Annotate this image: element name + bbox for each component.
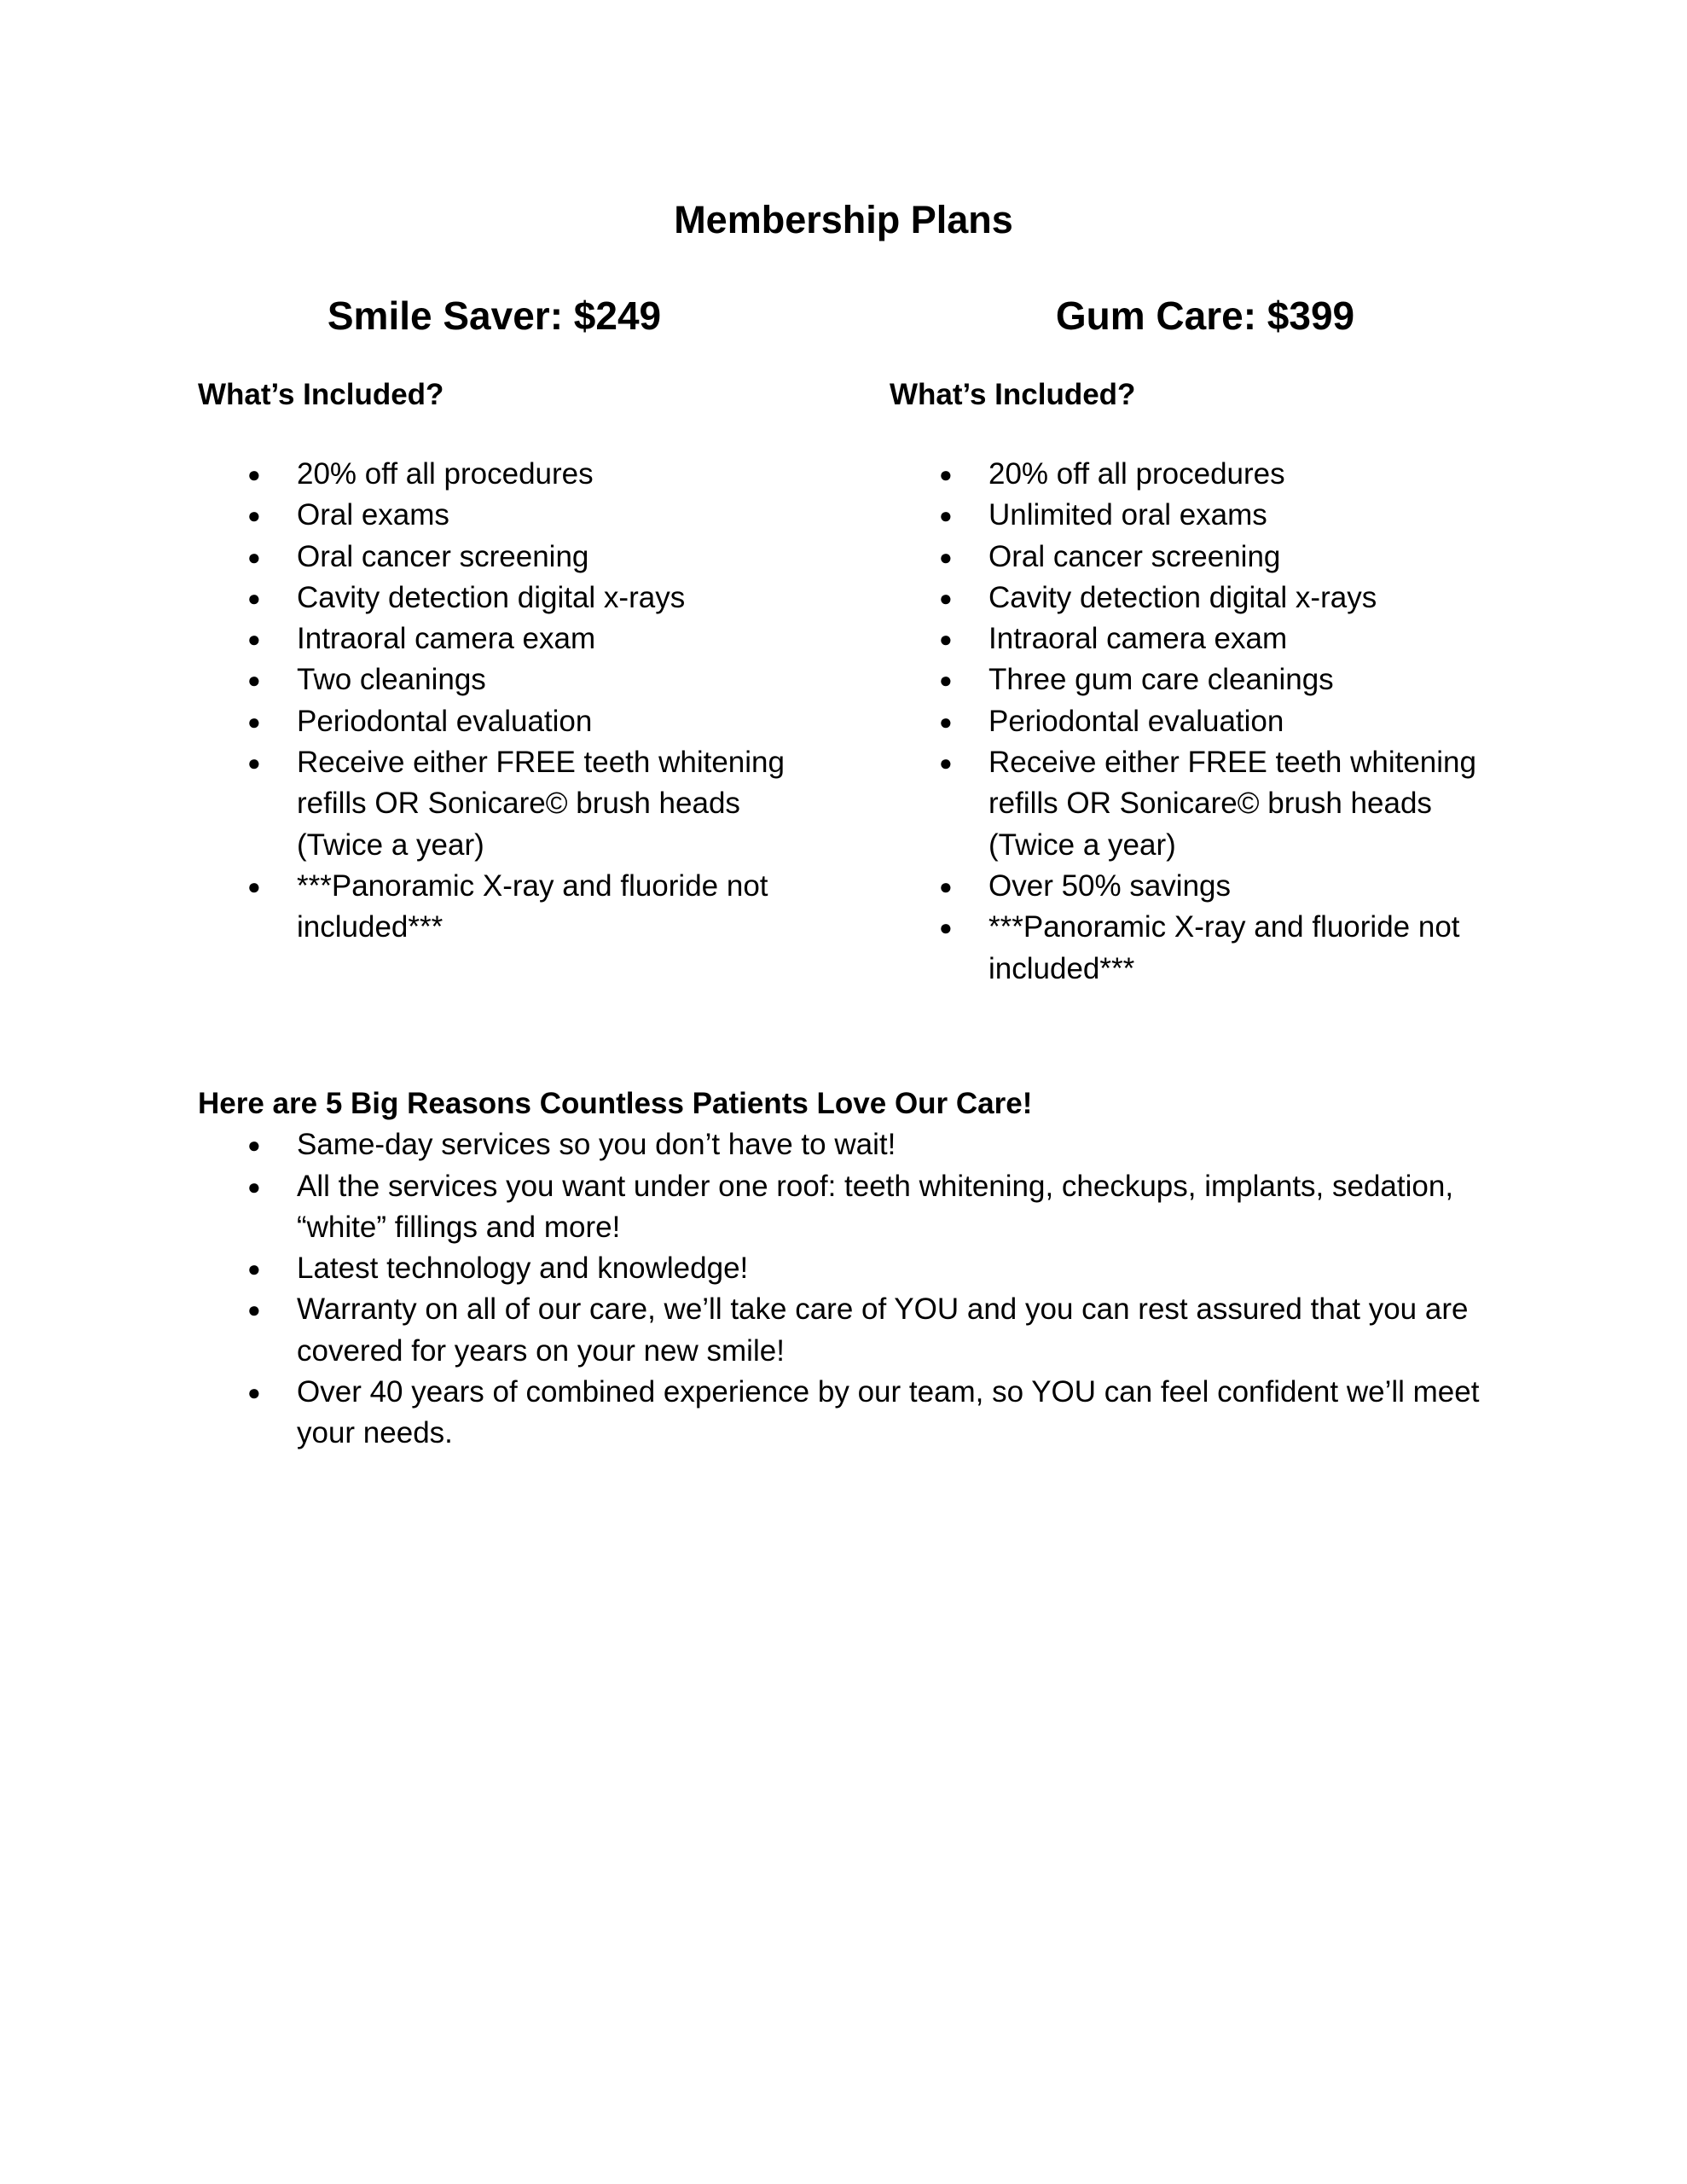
reasons-heading: Here are 5 Big Reasons Countless Patients Love Our Care! xyxy=(198,1087,1033,1120)
reasons-list xyxy=(198,1124,1528,1454)
list-item-text: Oral cancer screening xyxy=(988,539,1281,573)
bullet-icon: ● xyxy=(939,543,953,570)
list-item-text: 20% off all procedures xyxy=(988,457,1285,491)
list-item-text: Cavity detection digital x-rays xyxy=(988,580,1377,614)
list-item xyxy=(198,659,820,700)
bullet-icon: ● xyxy=(939,584,953,611)
bullet-icon: ● xyxy=(247,626,261,653)
list-item xyxy=(198,1289,1528,1372)
list-item xyxy=(198,578,820,619)
list-item-text: 20% off all procedures xyxy=(297,457,594,491)
list-item xyxy=(198,742,820,866)
list-item-text: Receive either FREE teeth whitening refills OR Sonicare© brush heads (Twice a year) xyxy=(297,746,785,862)
bullet-icon: ● xyxy=(247,667,261,694)
list-item xyxy=(198,537,820,578)
bullet-icon: ● xyxy=(939,462,953,487)
list-item xyxy=(890,866,1516,907)
bullet-icon: ● xyxy=(939,502,953,529)
list-item xyxy=(198,701,820,742)
list-item xyxy=(198,619,820,659)
bullet-icon: ● xyxy=(939,667,953,694)
list-item-text: ***Panoramic X-ray and fluoride not included*** xyxy=(988,910,1460,985)
list-item xyxy=(890,454,1516,495)
list-item-text: Over 40 years of combined experience by our team, so YOU can feel confident we’ll meet your needs. xyxy=(297,1375,1480,1450)
list-item xyxy=(890,742,1516,866)
reasons-section xyxy=(198,1083,1528,1455)
list-item xyxy=(198,495,820,536)
bullet-icon: ● xyxy=(939,873,953,899)
bullet-icon: ● xyxy=(939,750,953,776)
plan-feature-list xyxy=(890,454,1516,990)
list-item-text: All the services you want under one roof: teeth whitening, checkups, implants, sedation, “white” fillings and more! xyxy=(297,1169,1454,1244)
list-item-text: Oral cancer screening xyxy=(297,539,589,573)
list-item xyxy=(890,701,1516,742)
list-item xyxy=(198,1124,1528,1165)
plan-title: Smile Saver: $249 xyxy=(327,293,662,338)
bullet-icon: ● xyxy=(247,584,261,611)
list-item xyxy=(198,1166,1528,1249)
list-item xyxy=(890,537,1516,578)
bullet-icon: ● xyxy=(247,1380,261,1406)
bullet-icon: ● xyxy=(247,1173,261,1199)
bullet-icon: ● xyxy=(939,708,953,735)
page-title: Membership Plans xyxy=(674,198,1013,241)
list-item-text: Cavity detection digital x-rays xyxy=(297,580,686,614)
bullet-icon: ● xyxy=(247,750,261,776)
list-item xyxy=(890,659,1516,700)
list-item-text: Oral exams xyxy=(297,498,449,532)
list-item-text: Receive either FREE teeth whitening refills OR Sonicare© brush heads (Twice a year) xyxy=(988,746,1476,862)
list-item-text: Three gum care cleanings xyxy=(988,663,1334,697)
plan-smile-saver xyxy=(198,286,820,949)
list-item-text: Over 50% savings xyxy=(988,868,1232,903)
list-item-text: ***Panoramic X-ray and fluoride not included*** xyxy=(297,868,768,944)
bullet-icon: ● xyxy=(939,915,953,941)
list-item xyxy=(890,907,1516,990)
list-item xyxy=(890,578,1516,619)
list-item xyxy=(890,619,1516,659)
bullet-icon: ● xyxy=(247,1297,261,1323)
list-item-text: Unlimited oral exams xyxy=(988,498,1267,532)
bullet-icon: ● xyxy=(247,873,261,899)
bullet-icon: ● xyxy=(939,626,953,653)
plan-subheading: What’s Included? xyxy=(890,378,1136,411)
list-item-text: Intraoral camera exam xyxy=(297,622,596,656)
plan-gum-care xyxy=(890,286,1516,990)
bullet-icon: ● xyxy=(247,462,261,487)
list-item xyxy=(198,454,820,495)
bullet-icon: ● xyxy=(247,502,261,529)
list-item-text: Latest technology and knowledge! xyxy=(297,1252,749,1286)
list-item-text: Intraoral camera exam xyxy=(988,622,1288,656)
list-item-text: Periodontal evaluation xyxy=(297,704,593,738)
plan-subheading: What’s Included? xyxy=(198,378,444,411)
list-item-text: Two cleanings xyxy=(297,663,486,697)
list-item xyxy=(198,1372,1528,1455)
bullet-icon: ● xyxy=(247,708,261,735)
list-item xyxy=(890,495,1516,536)
bullet-icon: ● xyxy=(247,543,261,570)
plan-title: Gum Care: $399 xyxy=(1055,293,1355,338)
plan-feature-list xyxy=(198,454,820,949)
bullet-icon: ● xyxy=(247,1256,261,1282)
list-item-text: Same-day services so you don’t have to wait! xyxy=(297,1128,896,1162)
list-item-text: Warranty on all of our care, we’ll take care of YOU and you can rest assured that you are covered for years on your new smile! xyxy=(297,1292,1469,1368)
list-item xyxy=(198,1248,1528,1289)
list-item-text: Periodontal evaluation xyxy=(988,704,1284,738)
list-item xyxy=(198,866,820,949)
bullet-icon: ● xyxy=(247,1132,261,1159)
